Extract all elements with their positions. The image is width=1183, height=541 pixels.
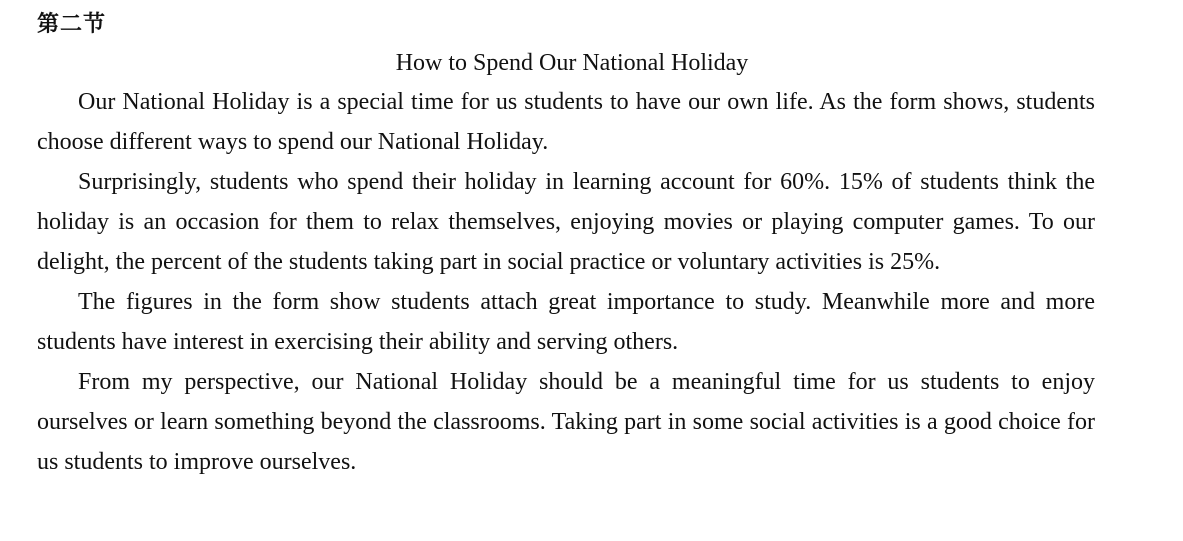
essay-paragraph-3: The figures in the form show students attach great importance to study. Meanwhile more and more students have interest in exercising their ability and serving others. [37, 289, 1095, 355]
essay-paragraph-1: Our National Holiday is a special time for us students to have our own life. As the form shows, students choose different ways to spend our National Holiday. [37, 89, 1095, 155]
essay-paragraph-2: Surprisingly, students who spend their holiday in learning account for 60%. 15% of students think the holiday is an occasion for them to relax themselves, enjoying movies or playing computer games. To our delight, the percent of the students taking part in social practice or voluntary activities is 25%. [37, 169, 1095, 275]
essay-paragraph-4: From my perspective, our National Holiday should be a meaningful time for us students to enjoy ourselves or learn something beyond the classrooms. Taking part in some social activities is a good choice for us students to improve ourselves. [37, 369, 1095, 475]
document-page [37, 8, 1095, 482]
section-heading: 第二节 [37, 12, 107, 37]
essay-title: How to Spend Our National Holiday [395, 50, 749, 76]
